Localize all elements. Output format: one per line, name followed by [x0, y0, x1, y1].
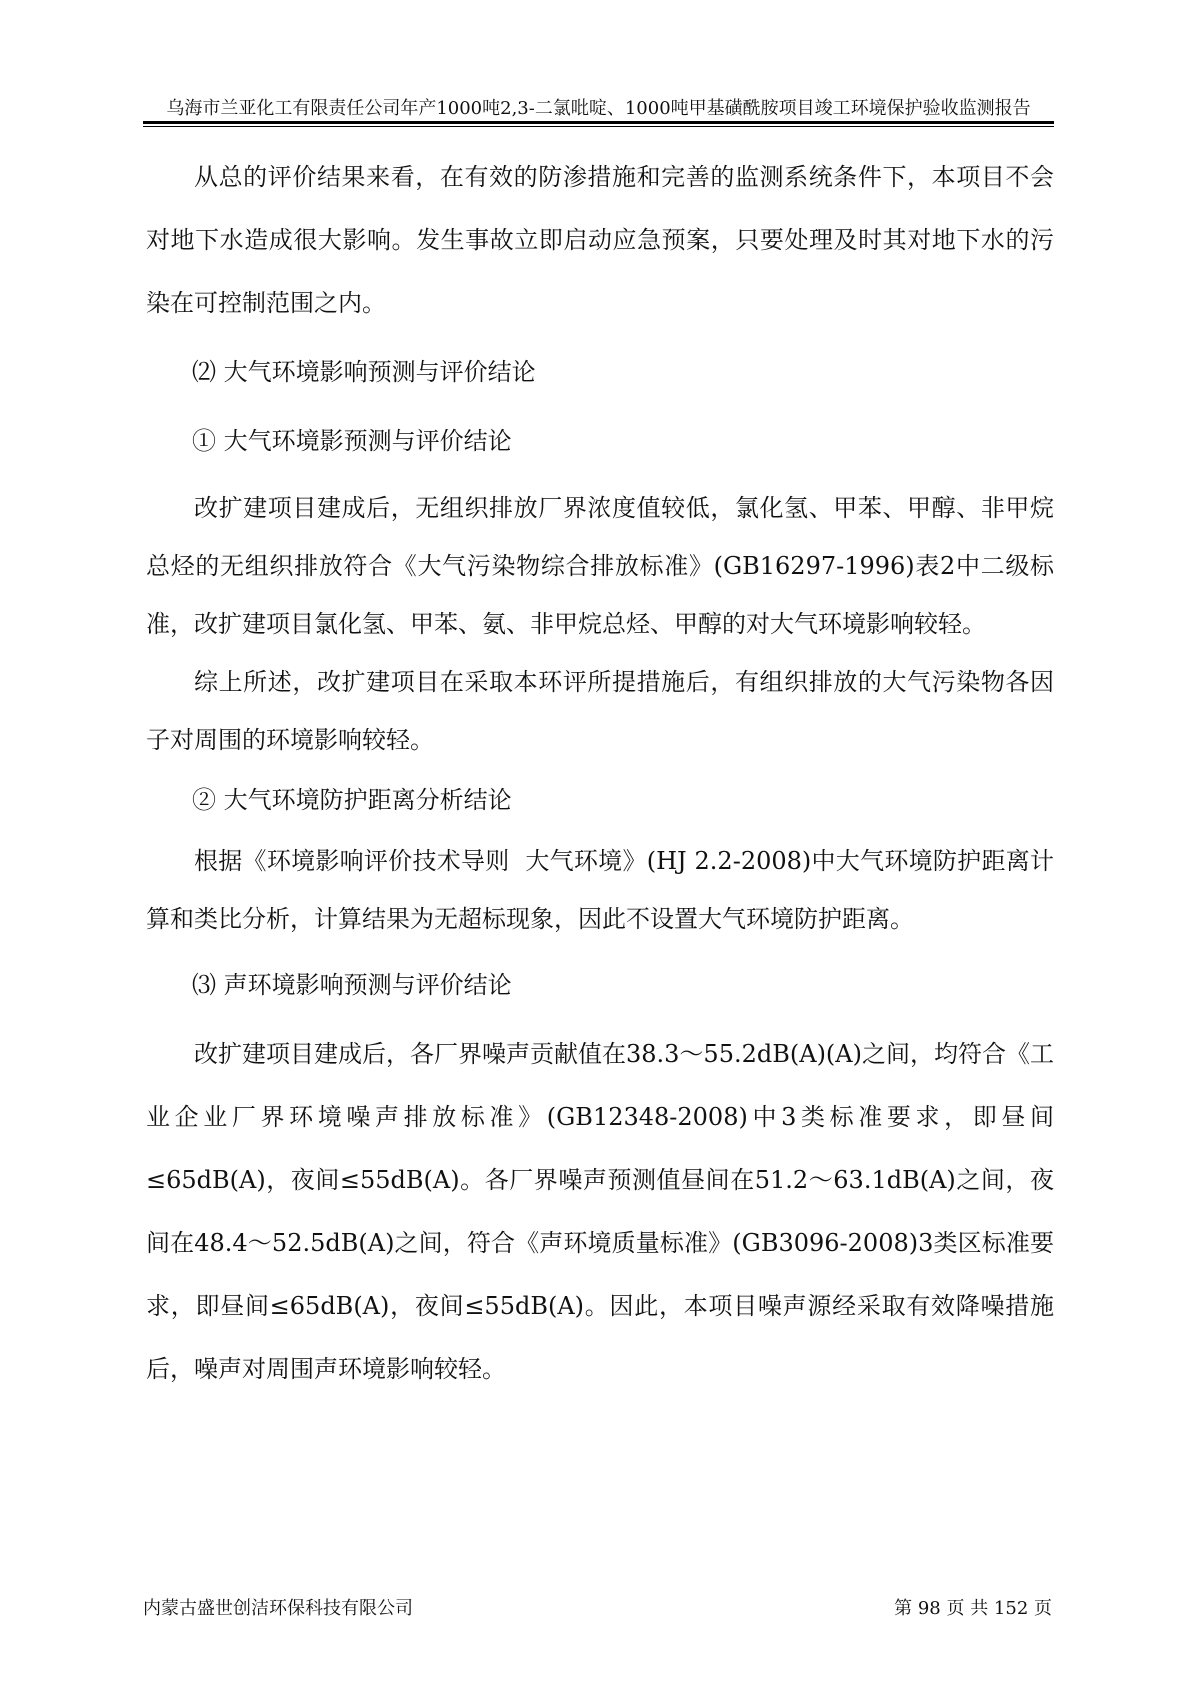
paragraph-air-protection-distance: 根据《环境影响评价技术导则 大气环境》(HJ 2.2-2008)中大气环境防护距离计算和类比分析，计算结果为无超标现象，因此不设置大气环境防护距离。 [146, 847, 1054, 933]
heading-air-environment: ⑵ 大气环境影响预测与评价结论 [192, 358, 536, 386]
header-rule [143, 121, 1054, 124]
paragraph-noise-conclusion: 改扩建项目建成后，各厂界噪声贡献值在38.3～55.2dB(A)(A)之间，均符合《工业企业厂界环境噪声排放标准》(GB12348-2008)中3类标准要求，即昼间≤65dB(A)，夜间≤55dB(A)。各厂界噪声预测值昼间在51.2～63.1dB(A)之间，夜间在48.4～52.5dB(A)之间，符合《声环境质量标准》(GB3096-2008)3类区标准要求，即昼间≤65dB(A)，夜间≤55dB(A)。因此，本项目噪声源经采取有效降噪措施后，噪声对周围声环境影响较轻。 [146, 1040, 1054, 1383]
document-body [146, 146, 1054, 1401]
subheading-air-protection-distance: ② 大气环境防护距离分析结论 [192, 786, 512, 814]
footer-company: 内蒙古盛世创洁环保科技有限公司 [143, 1598, 413, 1619]
footer-page-number: 第 98 页 共 152 页 [894, 1598, 1052, 1619]
header-rule-thin [143, 126, 1054, 127]
paragraph-air-prediction: 改扩建项目建成后，无组织排放厂界浓度值较低，氯化氢、甲苯、甲醇、非甲烷总烃的无组织排放符合《大气污染物综合排放标准》(GB16297-1996)表2中二级标准，改扩建项目氯化氢、甲苯、氨、非甲烷总烃、甲醇的对大气环境影响较轻。 [146, 494, 1054, 638]
paragraph-groundwater-conclusion: 从总的评价结果来看，在有效的防渗措施和完善的监测系统条件下，本项目不会对地下水造成很大影响。发生事故立即启动应急预案，只要处理及时其对地下水的污染在可控制范围之内。 [146, 163, 1054, 317]
subheading-air-prediction: ① 大气环境影预测与评价结论 [192, 427, 512, 455]
paragraph-air-summary: 综上所述，改扩建项目在采取本环评所提措施后，有组织排放的大气污染物各因子对周围的环境影响较轻。 [146, 668, 1054, 754]
heading-noise-environment: ⑶ 声环境影响预测与评价结论 [192, 971, 512, 999]
page-header-title: 乌海市兰亚化工有限责任公司年产1000吨2,3-二氯吡啶、1000吨甲基磺酰胺项目竣工环境保护验收监测报告 [166, 98, 1031, 119]
